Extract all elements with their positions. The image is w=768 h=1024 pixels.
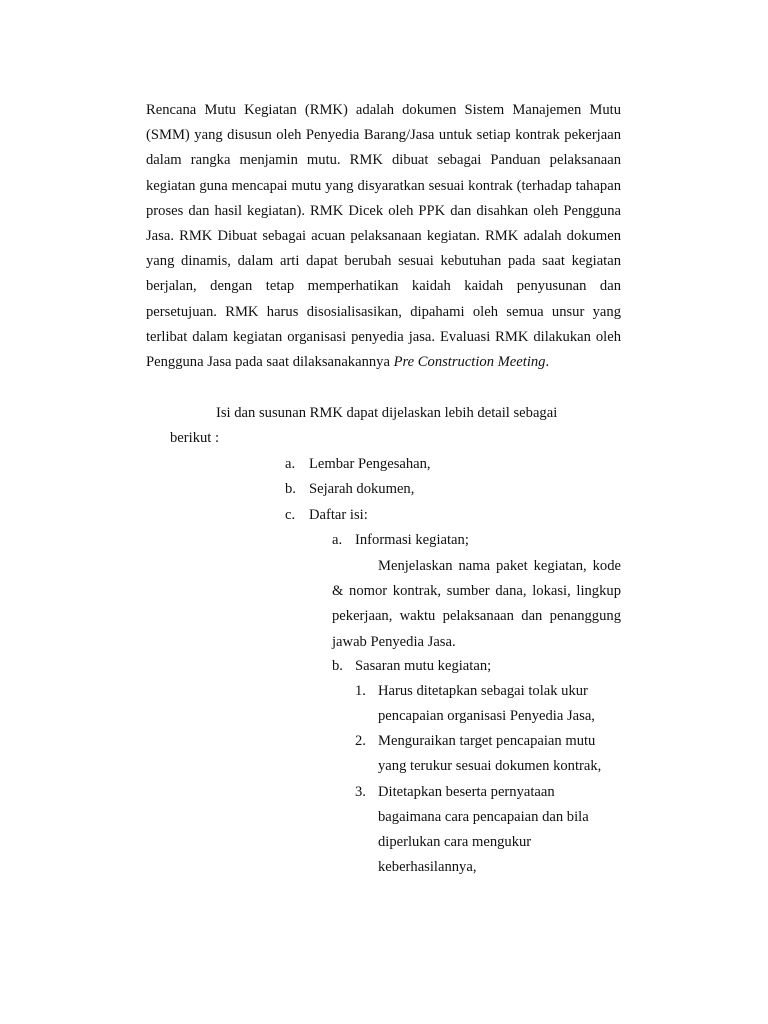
list-item-text: Harus ditetapkan sebagai tolak ukur xyxy=(378,683,588,699)
list-item-text: Daftar isi: xyxy=(309,507,368,523)
list-item-text: Menguraikan target pencapaian mutu xyxy=(378,733,596,749)
list-item-text: bagaimana cara pencapaian dan bila xyxy=(378,809,589,825)
list-marker: 3. xyxy=(355,784,366,800)
list-item-text: Lembar Pengesahan, xyxy=(309,456,431,472)
list-item-text: yang terukur sesuai dokumen kontrak, xyxy=(378,758,602,774)
list-marker: a. xyxy=(285,456,296,472)
list-item-text: Sasaran mutu kegiatan; xyxy=(355,658,492,674)
lead-line-1: Isi dan susunan RMK dapat dijelaskan lebih detail sebagai xyxy=(216,405,558,421)
informasi-description: Menjelaskan nama paket kegiatan, kode & nomor kontrak, sumber dana, lokasi, lingkup pekerjaan, waktu pelaksanaan dan penanggung jawab Penyedia Jasa. xyxy=(332,558,621,650)
list-item-text: diperlukan cara mengukur xyxy=(378,834,532,850)
list-item-text: Ditetapkan beserta pernyataan xyxy=(378,784,555,800)
intro-text-end: . xyxy=(545,354,550,371)
list-marker: a. xyxy=(332,532,343,548)
list-item-text: keberhasilannya, xyxy=(378,859,477,875)
intro-paragraph xyxy=(146,98,621,375)
intro-text: Rencana Mutu Kegiatan (RMK) adalah dokumen Sistem Manajemen Mutu (SMM) yang disusun oleh Penyedia Barang/Jasa untuk setiap kontrak pekerjaan dalam rangka menjamin mutu. RMK dibuat sebagai Panduan pelaksanaan kegiatan guna mencapai mutu yang disyaratkan sesuai kontrak (terhadap tahapan proses dan hasil kegiatan). RMK Dicek oleh PPK dan disahkan oleh Pengguna Jasa. RMK Dibuat sebagai acuan pelaksanaan kegiatan. RMK adalah dokumen yang dinamis, dalam arti dapat berubah sesuai kebutuhan pada saat kegiatan berjalan, dengan tetap memperhatikan kaidah kaidah penyusunan dan persetujuan. RMK harus disosialisasikan, dipahami oleh semua unsur yang terlibat dalam kegiatan organisasi penyedia jasa. Evaluasi RMK dilakukan oleh Pengguna Jasa pada saat dilaksanakannya xyxy=(146,102,621,371)
list-item-text: pencapaian organisasi Penyedia Jasa, xyxy=(378,708,595,724)
list-item-text: Sejarah dokumen, xyxy=(309,481,415,497)
list-marker: c. xyxy=(285,507,296,523)
lead-line-2: berikut : xyxy=(170,430,220,446)
list-item-text: Informasi kegiatan; xyxy=(355,532,469,548)
list-marker: b. xyxy=(285,481,296,497)
list-marker: 1. xyxy=(355,683,366,699)
intro-emphasis: Pre Construction Meeting xyxy=(393,354,546,371)
list-marker: 2. xyxy=(355,733,366,749)
list-marker: b. xyxy=(332,658,343,674)
